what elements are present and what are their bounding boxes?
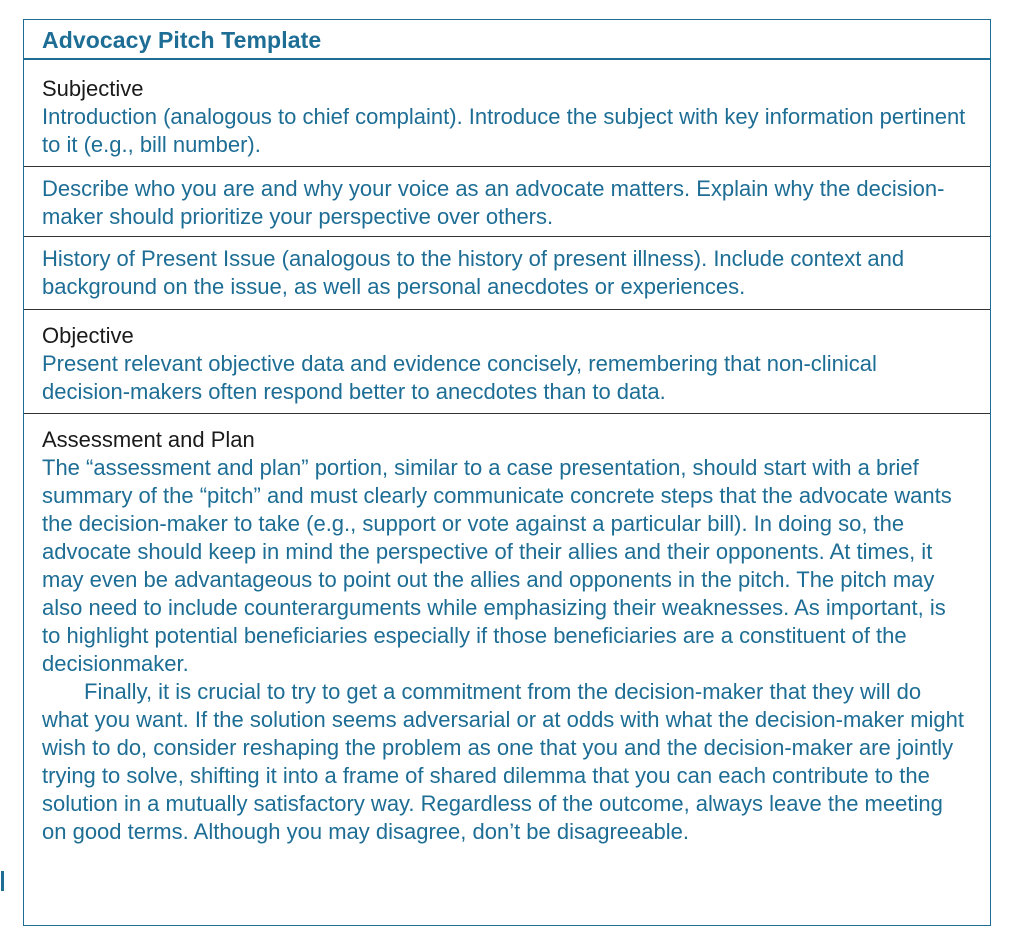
assessment-plan-paragraph-2: Finally, it is crucial to try to get a commitment from the decision-maker that they will do what you want. If the solution seems adversarial or at odds with what the decision-maker might wish to do, consider reshaping the problem as one that you and the decision-maker are jointly trying to solve, shifting it into a frame of shared dilemma that you can each contribute to the solution in a mutually satisfactory way. Regardless of the outcome, always leave the meeting on good terms. Although you may disagree, don’t be disagreeable.: [42, 679, 965, 844]
history-section: [24, 237, 990, 310]
table-title: Advocacy Pitch Template: [24, 20, 990, 60]
margin-marker: [1, 871, 4, 891]
subjective-section: [24, 60, 990, 167]
objective-heading: Objective: [42, 323, 134, 348]
subjective-heading: Subjective: [42, 76, 144, 101]
assessment-plan-paragraph-1: The “assessment and plan” portion, similar to a case presentation, should start with a brief summary of the “pitch” and must clearly communicate concrete steps that the advocate wants the decision-maker to take (e.g., support or vote against a particular bill). In doing so, the advocate should keep in mind the perspective of their allies and their opponents. At times, it may even be advantageous to point out the allies and opponents in the pitch. The pitch may also need to include counterarguments while emphasizing their weaknesses. As important, is to highlight potential beneficiaries especially if those beneficiaries are a constituent of the decisionmaker.: [42, 455, 952, 676]
objective-text: Present relevant objective data and evidence concisely, remembering that non-clinical decision-makers often respond better to anecdotes than to data.: [42, 351, 877, 404]
subjective-text: Introduction (analogous to chief complaint). Introduce the subject with key information pertinent to it (e.g., bill number).: [42, 104, 966, 157]
who-you-are-text: Describe who you are and why your voice as an advocate matters. Explain why the decision-maker should prioritize your perspective over others.: [42, 176, 945, 229]
history-text: History of Present Issue (analogous to the history of present illness). Include context and background on the issue, as well as personal anecdotes or experiences.: [42, 246, 905, 299]
who-you-are-section: [24, 167, 990, 237]
assessment-plan-section: [24, 414, 990, 846]
advocacy-pitch-template-table: [23, 19, 991, 926]
objective-section: [24, 310, 990, 414]
assessment-plan-heading: Assessment and Plan: [42, 427, 255, 452]
